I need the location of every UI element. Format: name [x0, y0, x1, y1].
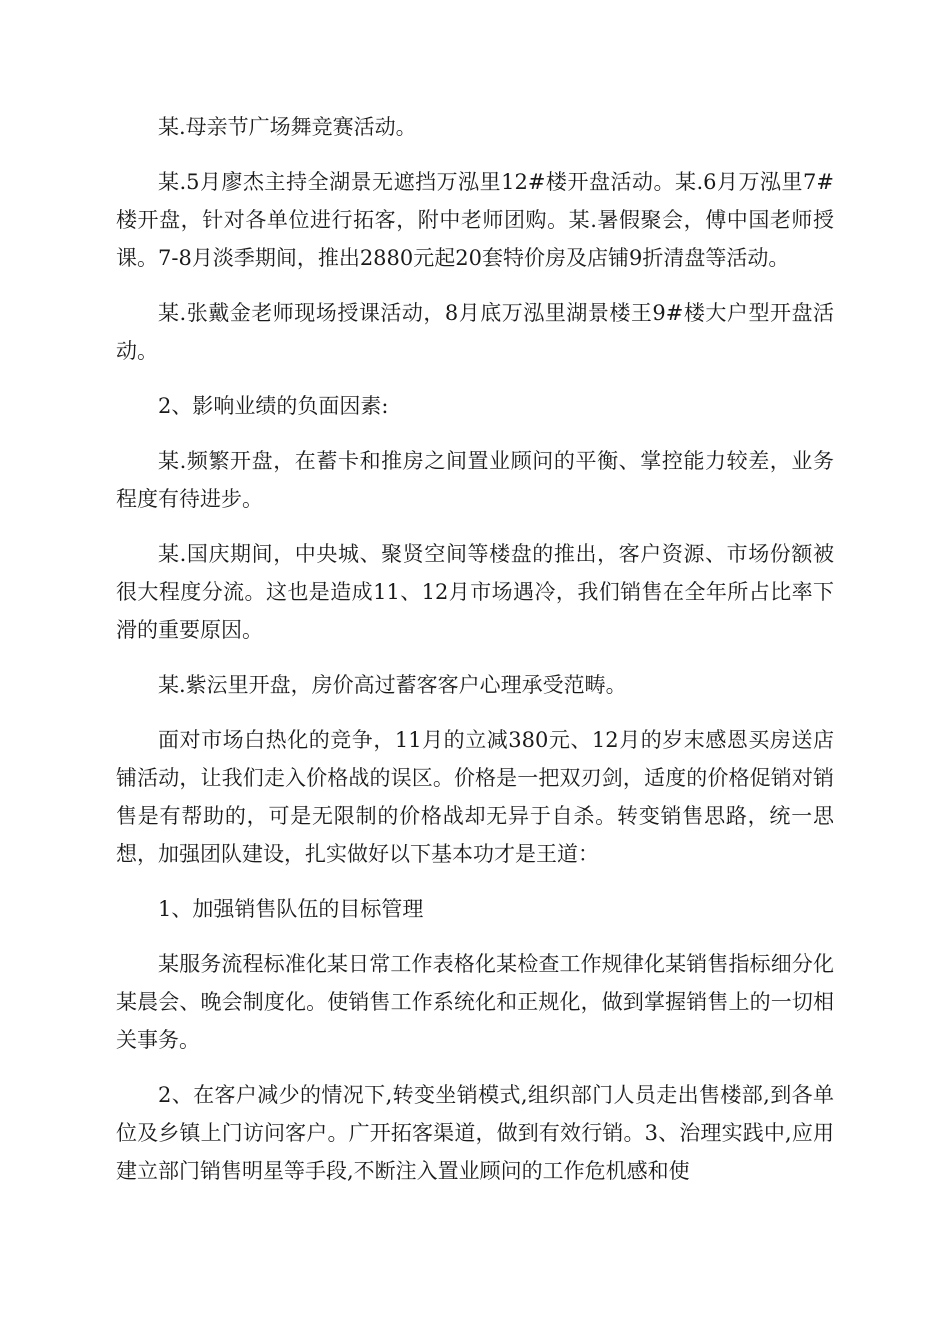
paragraph-national-day-competition: 某.国庆期间，中央城、聚贤空间等楼盘的推出，客户资源、市场份额被很大程度分流。这也是造成11、12月市场遇冷，我们销售在全年所占比率下滑的重要原因。 [116, 542, 834, 642]
document-body [116, 108, 834, 1207]
section-heading-negative-factors: 2、影响业绩的负面因素: [158, 394, 389, 418]
paragraph-ziyunli-opening: 某.紫沄里开盘，房价高过蓄客客户心理承受范畴。 [158, 673, 627, 697]
paragraph-standardization: 某服务流程标准化某日常工作表格化某检查工作规律化某销售指标细分化某晨会、晚会制度化。使销售工作系统化和正规化，做到掌握销售上的一切相关事务。 [116, 952, 834, 1052]
paragraph-outbound-sales: 2、在客户减少的情况下,转变坐销模式,组织部门人员走出售楼部,到各单位及乡镇上门访问客户。广开拓客渠道，做到有效行销。3、治理实践中,应用建立部门销售明星等手段,不断注入置业顾问的工作危机感和使 [116, 1083, 834, 1183]
section-heading-target-management: 1、加强销售队伍的目标管理 [158, 897, 424, 921]
paragraph-mothers-day-event: 某.母亲节广场舞竞赛活动。 [158, 115, 417, 139]
paragraph-price-war: 面对市场白热化的竞争，11月的立减380元、12月的岁末感恩买房送店铺活动，让我们走入价格战的误区。价格是一把双刃剑，适度的价格促销对销售是有帮助的，可是无限制的价格战却无异于自杀。转变销售思路，统一思想，加强团队建设，扎实做好以下基本功才是王道： [116, 728, 834, 866]
paragraph-may-june-activities: 某.5月廖杰主持全湖景无遮挡万泓里12#楼开盘活动。某.6月万泓里7#楼开盘，针对各单位进行拓客，附中老师团购。某.暑假聚会，傅中国老师授课。7-8月淡季期间，推出2880元起20套特价房及店铺9折清盘等活动。 [116, 170, 834, 270]
paragraph-august-activities: 某.张戴金老师现场授课活动，8月底万泓里湖景楼王9#楼大户型开盘活动。 [116, 301, 834, 363]
paragraph-frequent-openings: 某.频繁开盘，在蓄卡和推房之间置业顾问的平衡、掌控能力较差，业务程度有待进步。 [116, 449, 834, 511]
